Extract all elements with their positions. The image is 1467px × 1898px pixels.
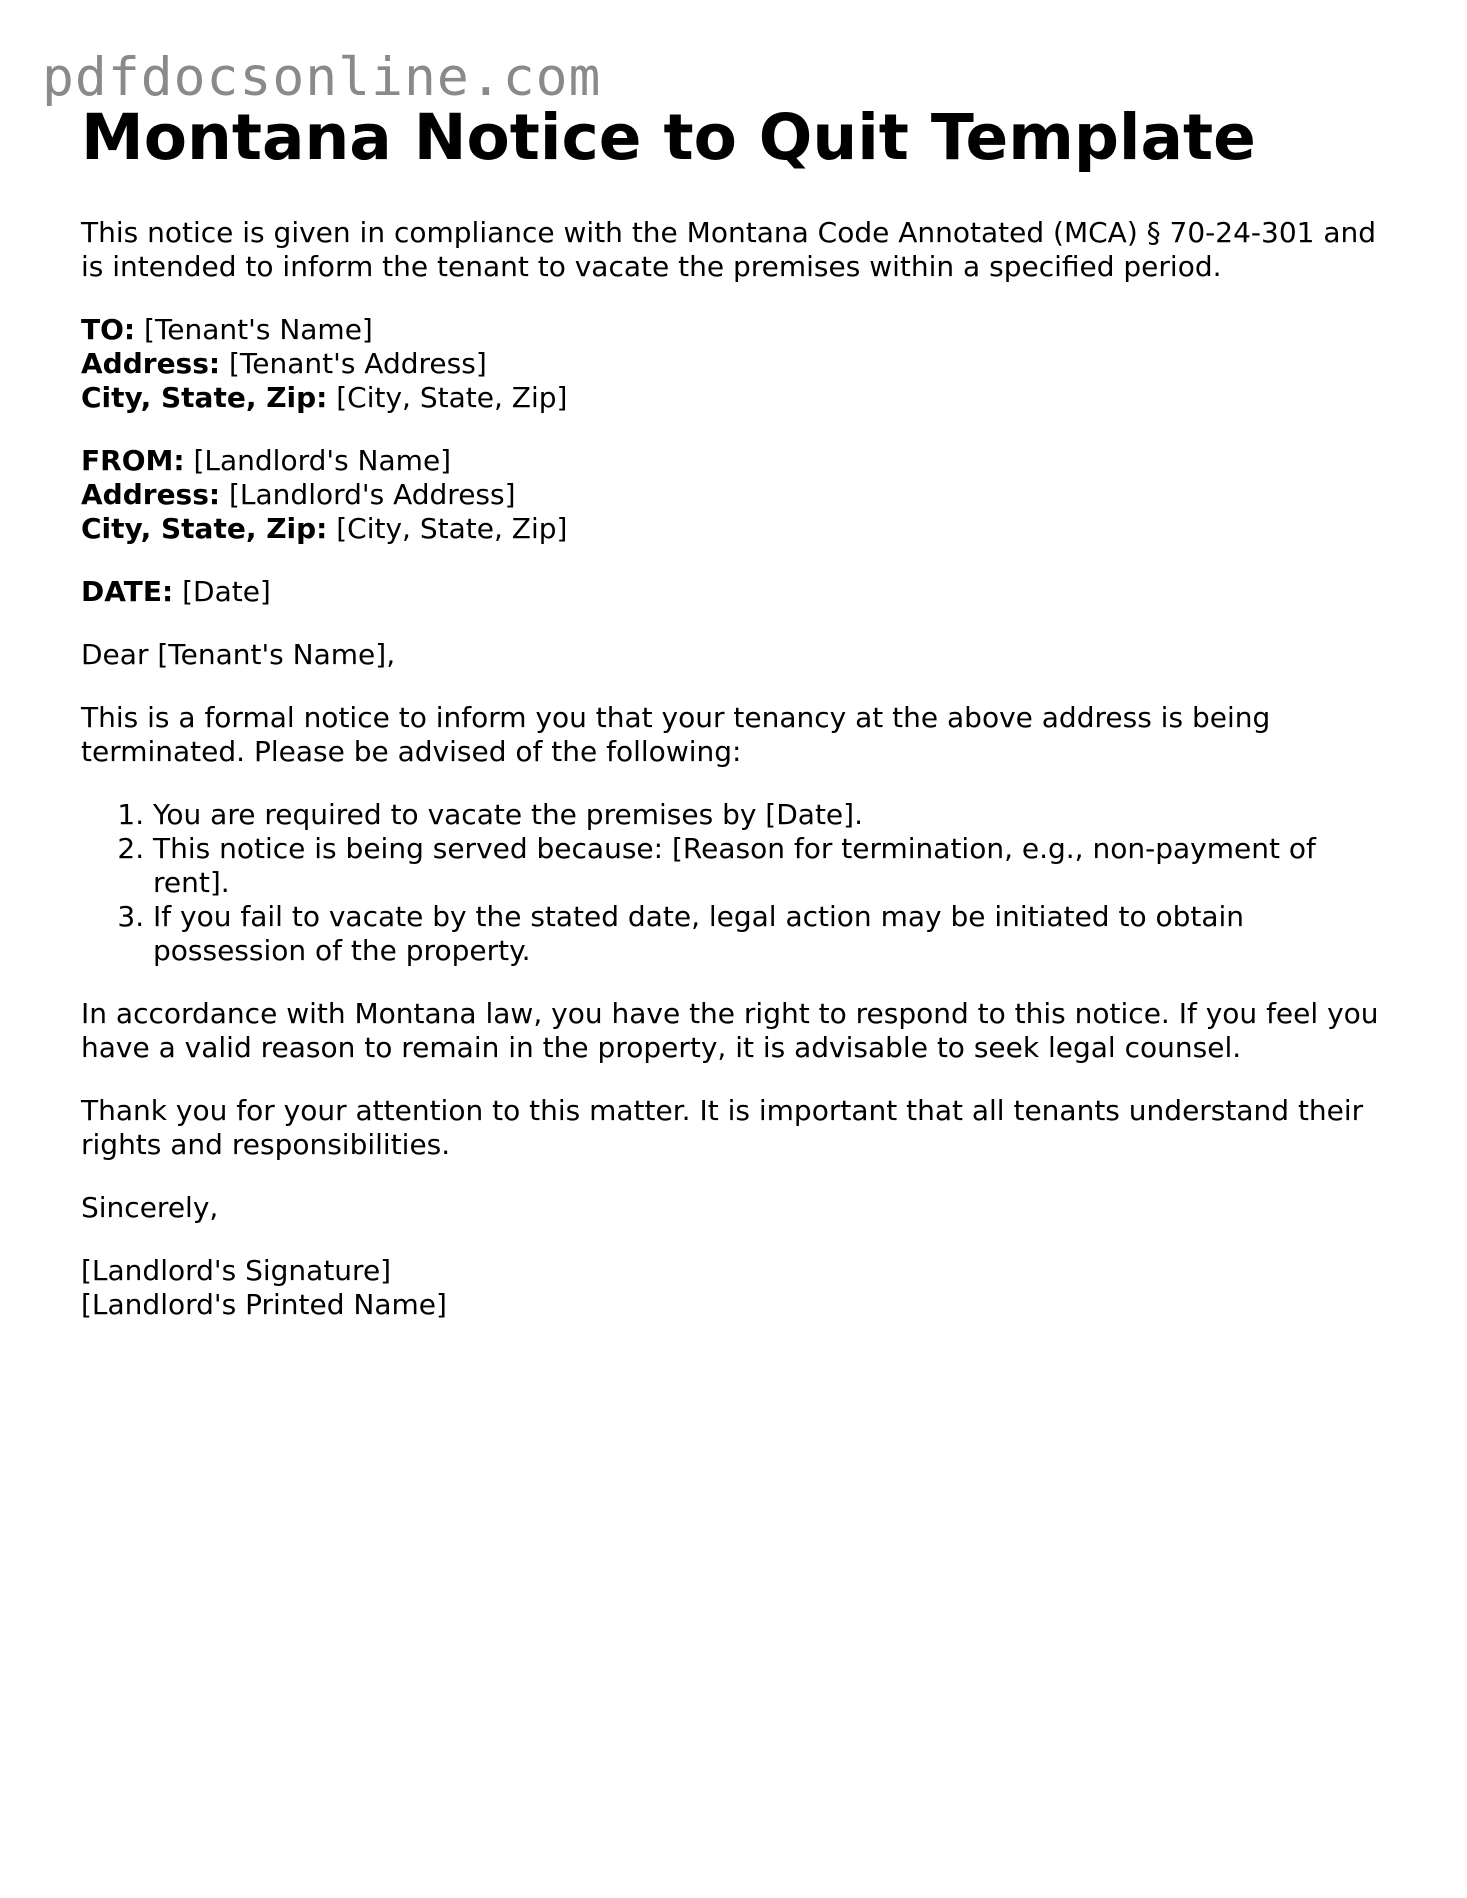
- to-line: [81, 313, 1381, 347]
- watermark-text: pdfdocsonline.com: [42, 47, 602, 108]
- from-address-label: Address:: [81, 478, 221, 511]
- closing: Sincerely,: [81, 1191, 219, 1224]
- to-csz-label: City, State, Zip:: [81, 381, 328, 414]
- notice-items-list: [81, 798, 1381, 968]
- signature-block: [81, 1254, 1381, 1322]
- to-address: [Tenant's Address]: [229, 347, 487, 380]
- to-address-label: Address:: [81, 347, 221, 380]
- list-item: 2. This notice is being served because: [Reason for termination, e.g., non-payment of rent].: [153, 832, 1381, 900]
- from-address-line: [81, 478, 1381, 512]
- from-address: [Landlord's Address]: [229, 478, 516, 511]
- page-title: Montana Notice to Quit Template: [81, 101, 1256, 174]
- body-paragraph-1: This is a formal notice to inform you that your tenancy at the above address is being terminated. Please be advised of the following:: [81, 701, 1271, 768]
- from-csz: [City, State, Zip]: [336, 512, 568, 545]
- date-value: [Date]: [182, 575, 271, 608]
- body-paragraph-3: Thank you for your attention to this matter. It is important that all tenants understand their rights and responsibilities.: [81, 1094, 1364, 1161]
- list-item: 3. If you fail to vacate by the stated date, legal action may be initiated to obtain possession of the property.: [153, 900, 1381, 968]
- list-item: 1. You are required to vacate the premises by [Date].: [153, 798, 1381, 832]
- to-block: [81, 313, 1381, 415]
- intro-paragraph: This notice is given in compliance with the Montana Code Annotated (MCA) § 70-24-301 and is intended to inform the tenant to vacate the premises within a specified period.: [81, 216, 1377, 283]
- from-line: [81, 444, 1381, 478]
- date-line: [81, 575, 1381, 609]
- to-csz: [City, State, Zip]: [336, 381, 568, 414]
- document-body: [81, 100, 1381, 1322]
- to-label: TO:: [81, 313, 136, 346]
- from-name: [Landlord's Name]: [193, 444, 452, 477]
- salutation: Dear [Tenant's Name],: [81, 638, 396, 671]
- date-label: DATE:: [81, 575, 174, 608]
- to-name: [Tenant's Name]: [144, 313, 373, 346]
- body-paragraph-2: In accordance with Montana law, you have the right to respond to this notice. If you feel you have a valid reason to remain in the property, it is advisable to seek legal counsel.: [81, 997, 1379, 1064]
- to-csz-line: [81, 381, 1381, 415]
- printed-name-placeholder: [Landlord's Printed Name]: [81, 1288, 447, 1321]
- from-block: [81, 444, 1381, 546]
- to-address-line: [81, 347, 1381, 381]
- from-label: FROM:: [81, 444, 185, 477]
- from-csz-line: [81, 512, 1381, 546]
- signature-placeholder: [Landlord's Signature]: [81, 1254, 392, 1287]
- from-csz-label: City, State, Zip:: [81, 512, 328, 545]
